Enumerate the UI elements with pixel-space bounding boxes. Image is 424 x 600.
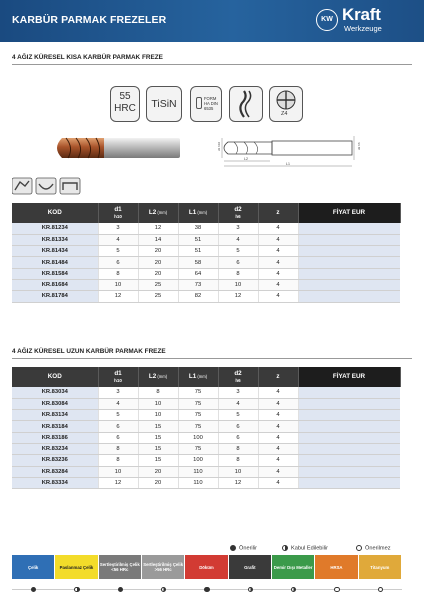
table-cell: 10 (98, 466, 138, 477)
table-cell: 8 (138, 387, 178, 398)
section2-title: 4 AĞIZ KÜRESEL UZUN KARBÜR PARMAK FREZE (12, 348, 166, 355)
table-cell: 4 (258, 432, 298, 443)
legend-not-recommended: Önerilmez (356, 545, 391, 551)
svg-text:d2 h6: d2 h6 (357, 142, 361, 150)
product-code-cell: KR.83234 (12, 443, 98, 454)
material-suitability-bar (12, 555, 402, 579)
table-cell: 4 (258, 443, 298, 454)
half-circle-icon (74, 587, 80, 593)
flute-count-label: Z4 (281, 111, 288, 117)
table-cell: 4 (258, 477, 298, 488)
full-circle-icon (31, 587, 37, 593)
column-header: z (258, 203, 298, 223)
table-cell: 4 (258, 398, 298, 409)
table-row (12, 279, 400, 290)
table-cell: 4 (98, 398, 138, 409)
hardness-unit: HRC (114, 103, 136, 114)
table-row (12, 223, 400, 234)
half-circle-icon (282, 545, 288, 551)
table-cell: 25 (138, 279, 178, 290)
material-rating (185, 580, 228, 589)
table-cell: 3 (218, 223, 258, 234)
section2-divider (12, 358, 412, 359)
product-code-cell: KR.81584 (12, 268, 98, 279)
svg-text:d1 h10: d1 h10 (217, 141, 221, 151)
table-cell: 51 (178, 246, 218, 257)
product-code-cell: KR.81784 (12, 291, 98, 302)
material-label: Sertleştirilmiş Çelik >56 HRc (142, 555, 185, 579)
short-end-mill-table (12, 203, 401, 303)
table-cell: 10 (98, 279, 138, 290)
empty-circle-icon (356, 545, 362, 551)
table-cell: 4 (258, 291, 298, 302)
column-header: d2 h6 (218, 203, 258, 223)
table-cell: 5 (218, 410, 258, 421)
material-label: Demir Dışı Metaller (272, 555, 315, 579)
product-code-cell: KR.83084 (12, 398, 98, 409)
empty-circle-icon (378, 587, 384, 593)
table-cell: 64 (178, 268, 218, 279)
table-cell: 8 (98, 443, 138, 454)
table-cell: 4 (258, 421, 298, 432)
form-text: FORM HA DIN 6535 (204, 96, 218, 111)
table-cell: 4 (218, 234, 258, 245)
table-cell: 20 (138, 466, 178, 477)
table-cell: 4 (258, 257, 298, 268)
table-cell: 5 (98, 410, 138, 421)
svg-text:L2: L2 (244, 157, 248, 161)
table-row (12, 455, 400, 466)
product-code-cell: KR.81684 (12, 279, 98, 290)
column-header: KOD (12, 203, 98, 223)
table-header-row (12, 367, 400, 387)
table-cell: 15 (138, 455, 178, 466)
material-label: Çelik (12, 555, 55, 579)
product-code-cell: KR.83334 (12, 477, 98, 488)
product-code-cell: KR.81484 (12, 257, 98, 268)
material-label: Paslanmaz Çelik (55, 555, 98, 579)
price-cell (298, 223, 400, 234)
table-cell: 6 (218, 421, 258, 432)
table-row (12, 398, 400, 409)
svg-text:L1: L1 (286, 162, 290, 166)
legend-recommended: Önerilir (230, 545, 257, 551)
half-circle-icon (291, 587, 297, 593)
table-cell: 73 (178, 279, 218, 290)
table-row (12, 477, 400, 488)
column-header: d1 h10 (98, 203, 138, 223)
product-code-cell: KR.83034 (12, 387, 98, 398)
material-rating (272, 580, 315, 589)
coating-spec: TiSiN (146, 86, 182, 122)
section1-title: 4 AĞIZ KÜRESEL KISA KARBÜR PARMAK FREZE (12, 54, 163, 61)
table-cell: 51 (178, 234, 218, 245)
table-cell: 10 (218, 279, 258, 290)
table-cell: 75 (178, 421, 218, 432)
table-cell: 4 (258, 387, 298, 398)
table-cell: 15 (138, 432, 178, 443)
table-cell: 15 (138, 421, 178, 432)
page-title: KARBÜR PARMAK FREZELER (12, 14, 167, 26)
column-header: z (258, 367, 298, 387)
product-code-cell: KR.81234 (12, 223, 98, 234)
table-cell: 6 (98, 421, 138, 432)
empty-circle-icon (334, 587, 340, 593)
price-cell (298, 279, 400, 290)
column-header: FİYAT EUR (298, 367, 400, 387)
table-cell: 75 (178, 387, 218, 398)
table-row (12, 443, 400, 454)
half-circle-icon (248, 587, 254, 593)
price-cell (298, 398, 400, 409)
table-cell: 12 (218, 477, 258, 488)
material-rating (359, 580, 402, 589)
table-cell: 4 (258, 223, 298, 234)
table-row (12, 410, 400, 421)
material-rating (229, 580, 272, 589)
full-circle-icon (204, 587, 210, 593)
product-code-cell: KR.83236 (12, 455, 98, 466)
price-cell (298, 477, 400, 488)
table-cell: 75 (178, 398, 218, 409)
table-cell: 110 (178, 477, 218, 488)
column-header: L2 (mm) (138, 203, 178, 223)
table-cell: 38 (178, 223, 218, 234)
header-bar (0, 0, 424, 42)
column-header: L1 (mm) (178, 203, 218, 223)
product-code-cell: KR.83184 (12, 421, 98, 432)
price-cell (298, 410, 400, 421)
table-row (12, 387, 400, 398)
material-rating (142, 580, 185, 589)
table-cell: 12 (138, 223, 178, 234)
helix-icon (229, 86, 263, 122)
table-cell: 75 (178, 410, 218, 421)
price-cell (298, 387, 400, 398)
table-row (12, 257, 400, 268)
table-cell: 75 (178, 443, 218, 454)
table-cell: 5 (98, 246, 138, 257)
product-code-cell: KR.81334 (12, 234, 98, 245)
price-cell (298, 234, 400, 245)
price-cell (298, 257, 400, 268)
table-cell: 5 (218, 246, 258, 257)
logo-subtitle: Werkzeuge (344, 24, 382, 33)
material-rating (315, 580, 358, 589)
table-cell: 10 (138, 410, 178, 421)
table-cell: 3 (98, 223, 138, 234)
column-header: d1 h10 (98, 367, 138, 387)
full-circle-icon (118, 587, 124, 593)
brand-logo (316, 6, 412, 36)
price-cell (298, 421, 400, 432)
table-cell: 100 (178, 455, 218, 466)
column-header: L2 (mm) (138, 367, 178, 387)
table-cell: 25 (138, 291, 178, 302)
table-cell: 3 (218, 387, 258, 398)
price-cell (298, 268, 400, 279)
long-end-mill-table (12, 367, 401, 489)
table-cell: 14 (138, 234, 178, 245)
table-cell: 8 (218, 455, 258, 466)
table-row (12, 246, 400, 257)
table-cell: 4 (258, 279, 298, 290)
material-label: Titanyum (359, 555, 402, 579)
table-cell: 6 (98, 432, 138, 443)
table-cell: 4 (258, 455, 298, 466)
form-spec (190, 86, 222, 122)
material-rating (55, 580, 98, 589)
table-cell: 110 (178, 466, 218, 477)
table-cell: 4 (258, 268, 298, 279)
price-cell (298, 246, 400, 257)
product-code-cell: KR.83186 (12, 432, 98, 443)
table-cell: 20 (138, 477, 178, 488)
table-row (12, 421, 400, 432)
table-cell: 6 (218, 432, 258, 443)
table-cell: 3 (98, 387, 138, 398)
price-cell (298, 291, 400, 302)
column-header: FİYAT EUR (298, 203, 400, 223)
price-cell (298, 466, 400, 477)
price-cell (298, 455, 400, 466)
section1-divider (12, 64, 412, 65)
material-label: Grafit (229, 555, 272, 579)
table-cell: 8 (98, 268, 138, 279)
table-cell: 12 (218, 291, 258, 302)
material-rating (99, 580, 142, 589)
table-cell: 20 (138, 268, 178, 279)
table-cell: 82 (178, 291, 218, 302)
table-row (12, 291, 400, 302)
table-cell: 100 (178, 432, 218, 443)
column-header: d2 h6 (218, 367, 258, 387)
logo-badge: KW (316, 9, 338, 31)
table-cell: 4 (218, 398, 258, 409)
table-cell: 6 (218, 257, 258, 268)
product-code-cell: KR.81434 (12, 246, 98, 257)
half-circle-icon (161, 587, 167, 593)
table-cell: 10 (138, 398, 178, 409)
material-label: HRSA (315, 555, 358, 579)
shank-icon (196, 97, 202, 109)
price-cell (298, 443, 400, 454)
table-row (12, 466, 400, 477)
product-code-cell: KR.83284 (12, 466, 98, 477)
table-cell: 15 (138, 443, 178, 454)
table-cell: 12 (98, 477, 138, 488)
table-cell: 20 (138, 246, 178, 257)
hardness-value: 55 (119, 91, 131, 102)
table-row (12, 234, 400, 245)
table-row (12, 268, 400, 279)
table-cell: 6 (98, 257, 138, 268)
hardness-spec (110, 86, 140, 122)
table-cell: 4 (258, 246, 298, 257)
price-cell (298, 432, 400, 443)
material-rating (12, 580, 55, 589)
legend-acceptable: Kabul Edilebilir (282, 545, 328, 551)
full-circle-icon (230, 545, 236, 551)
material-label: Döküm (185, 555, 228, 579)
column-header: KOD (12, 367, 98, 387)
product-code-cell: KR.83134 (12, 410, 98, 421)
column-header: L1 (mm) (178, 367, 218, 387)
table-cell: 4 (258, 410, 298, 421)
end-mill-image (52, 135, 180, 161)
logo-brand: Kraft (342, 5, 381, 24)
table-cell: 58 (178, 257, 218, 268)
table-cell: 20 (138, 257, 178, 268)
table-cell: 4 (258, 466, 298, 477)
table-header-row (12, 203, 400, 223)
table-cell: 10 (218, 466, 258, 477)
table-cell: 4 (98, 234, 138, 245)
table-row (12, 432, 400, 443)
technical-drawing (214, 130, 364, 170)
table-cell: 4 (258, 234, 298, 245)
table-cell: 8 (218, 443, 258, 454)
table-cell: 8 (218, 268, 258, 279)
material-label: Sertleştirilmiş Çelik <56 HRc (99, 555, 142, 579)
material-ratings-row (12, 580, 402, 590)
table-cell: 12 (98, 291, 138, 302)
table-cell: 8 (98, 455, 138, 466)
machining-operations-icons (12, 176, 82, 196)
